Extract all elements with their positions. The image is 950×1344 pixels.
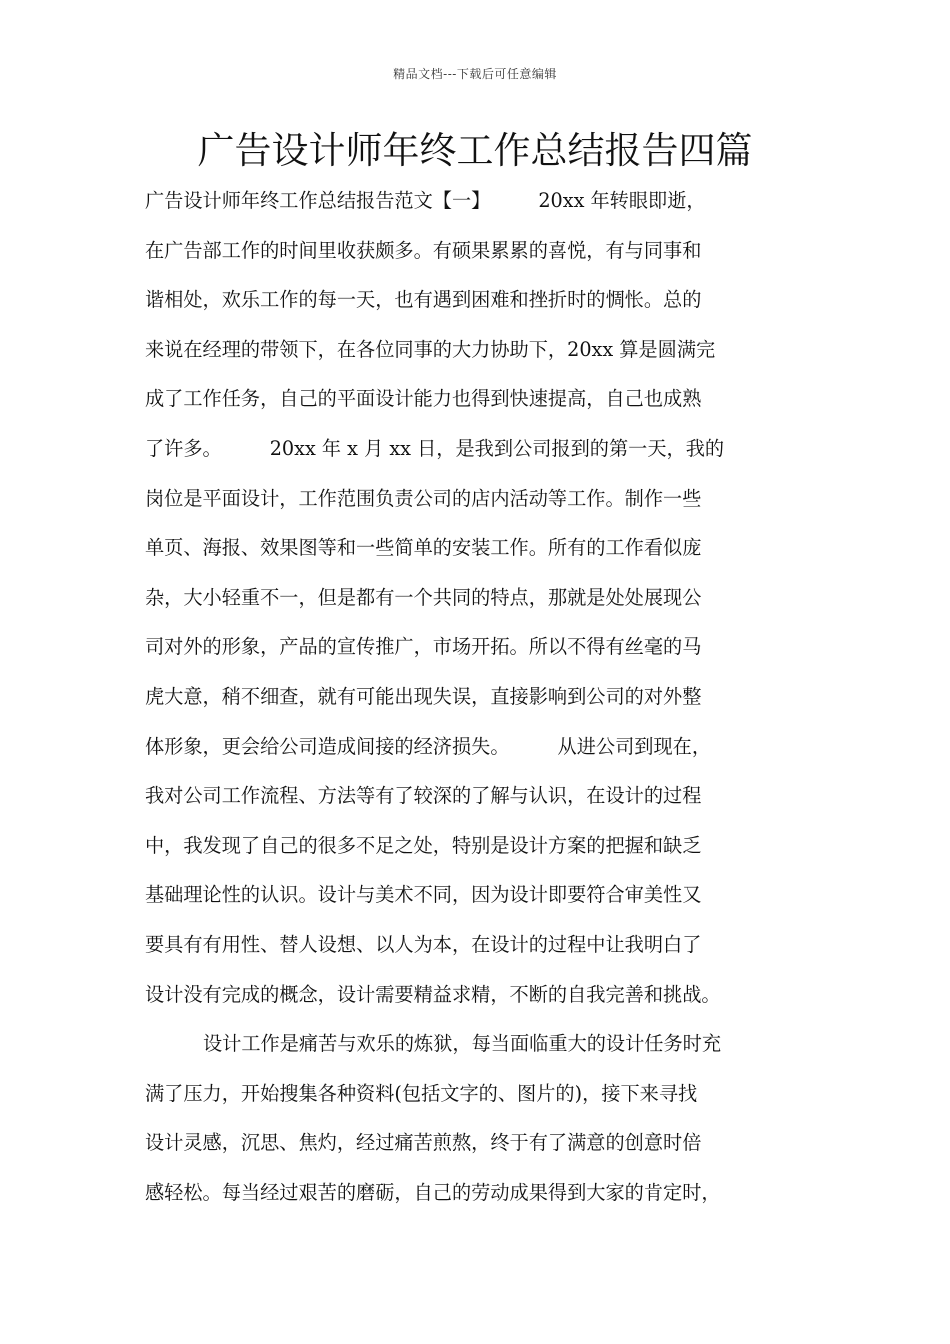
body-line: 我对公司工作流程、方法等有了较深的了解与认识，在设计的过程 bbox=[145, 784, 702, 808]
body-line: 岗位是平面设计，工作范围负责公司的店内活动等工作。制作一些 bbox=[145, 486, 702, 510]
body-line: 了许多。 20xx 年 x 月 xx 日，是我到公司报到的第一天，我的 bbox=[145, 436, 725, 460]
body-line: 满了压力，开始搜集各种资料(包括文字的、图片的)，接下来寻找 bbox=[145, 1081, 698, 1105]
body-line: 谐相处，欢乐工作的每一天，也有遇到困难和挫折时的惆怅。总的 bbox=[145, 288, 702, 312]
body-line: 成了工作任务，自己的平面设计能力也得到快速提高，自己也成熟 bbox=[145, 387, 702, 411]
document-body bbox=[145, 176, 809, 1217]
body-line: 感轻松。每当经过艰苦的磨砺，自己的劳动成果得到大家的肯定时， bbox=[145, 1180, 721, 1204]
body-line: 基础理论性的认识。设计与美术不同，因为设计即要符合审美性又 bbox=[145, 883, 702, 907]
body-line: 单页、海报、效果图等和一些简单的安装工作。所有的工作看似庞 bbox=[145, 536, 702, 560]
body-line-paragraph-start: 设计工作是痛苦与欢乐的炼狱，每当面临重大的设计任务时充 bbox=[203, 1032, 722, 1056]
body-line: 要具有有用性、替人设想、以人为本，在设计的过程中让我明白了 bbox=[145, 932, 702, 956]
body-line: 在广告部工作的时间里收获颇多。有硕果累累的喜悦，有与同事和 bbox=[145, 238, 702, 262]
body-line: 杂，大小轻重不一，但是都有一个共同的特点，那就是处处展现公 bbox=[145, 585, 702, 609]
document-title: 广告设计师年终工作总结报告四篇 bbox=[197, 129, 753, 172]
body-line: 广告设计师年终工作总结报告范文【一】 20xx 年转眼即逝， bbox=[145, 189, 706, 212]
body-line: 中，我发现了自己的很多不足之处，特别是设计方案的把握和缺乏 bbox=[145, 833, 702, 857]
body-line: 虎大意，稍不细查，就有可能出现失误，直接影响到公司的对外整 bbox=[145, 684, 702, 708]
body-line: 体形象，更会给公司造成间接的经济损失。 从进公司到现在， bbox=[145, 734, 712, 758]
body-line: 设计没有完成的概念，设计需要精益求精，不断的自我完善和挑战。 bbox=[145, 982, 721, 1006]
body-line: 设计灵感，沉思、焦灼，经过痛苦煎熬，终于有了满意的创意时倍 bbox=[145, 1131, 702, 1155]
page-header: 精品文档---下载后可任意编辑 bbox=[393, 67, 557, 81]
body-line: 司对外的形象，产品的宣传推广，市场开拓。所以不得有丝毫的马 bbox=[145, 635, 702, 659]
body-line: 来说在经理的带领下，在各位同事的大力协助下，20xx 算是圆满完 bbox=[145, 337, 716, 361]
